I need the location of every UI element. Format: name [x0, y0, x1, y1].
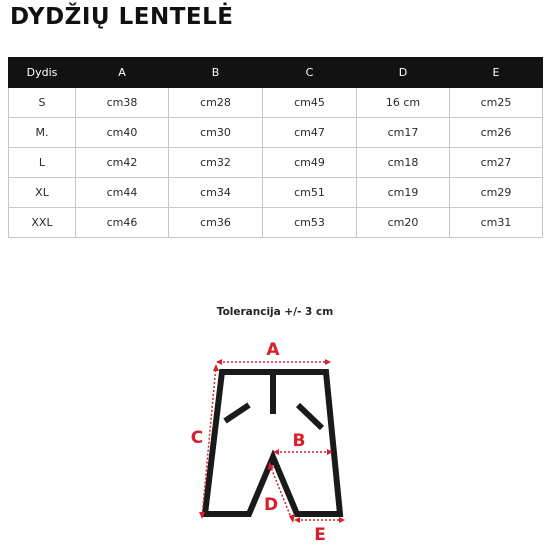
arrowhead-e-right [339, 517, 345, 523]
table-cell: cm49 [263, 148, 357, 178]
pocket-right-line [298, 405, 322, 428]
table-cell: cm27 [450, 148, 543, 178]
table-cell: XXL [9, 208, 76, 238]
table-cell: cm25 [450, 88, 543, 118]
table-cell: S [9, 88, 76, 118]
arrowhead-c-top [213, 364, 219, 371]
label-a: A [266, 340, 280, 360]
arrowhead-d-bottom [289, 514, 295, 523]
table-cell: cm53 [263, 208, 357, 238]
tolerance-note: Tolerancija +/- 3 cm [216, 306, 334, 318]
table-cell: cm18 [357, 148, 450, 178]
table-cell: cm32 [169, 148, 263, 178]
table-cell: cm34 [169, 178, 263, 208]
table-cell: cm26 [450, 118, 543, 148]
table-cell: cm47 [263, 118, 357, 148]
table-cell: cm31 [450, 208, 543, 238]
arrowhead-a-left [216, 359, 222, 365]
label-c: C [190, 428, 204, 448]
table-cell: cm20 [357, 208, 450, 238]
label-d: D [263, 495, 279, 515]
table-cell: M. [9, 118, 76, 148]
header-cell: E [450, 58, 543, 88]
header-cell: C [263, 58, 357, 88]
table-cell: cm45 [263, 88, 357, 118]
table-cell: cm17 [357, 118, 450, 148]
table-cell: cm28 [169, 88, 263, 118]
table-cell: cm44 [76, 178, 169, 208]
header-cell: Dydis [9, 58, 76, 88]
table-cell: cm30 [169, 118, 263, 148]
table-cell: cm40 [76, 118, 169, 148]
table-cell: L [9, 148, 76, 178]
page-title: DYDŽIŲ LENTELĖ [10, 4, 234, 30]
arrowhead-a-right [325, 359, 331, 365]
table-cell: cm36 [169, 208, 263, 238]
table-cell: cm29 [450, 178, 543, 208]
shorts-outline [205, 372, 340, 514]
header-cell: D [357, 58, 450, 88]
pocket-left-line [225, 405, 249, 421]
table-cell: cm19 [357, 178, 450, 208]
table-cell: XL [9, 178, 76, 208]
table-cell: cm42 [76, 148, 169, 178]
table-cell: cm46 [76, 208, 169, 238]
label-e: E [314, 525, 326, 545]
table-cell: cm51 [263, 178, 357, 208]
header-cell: A [76, 58, 169, 88]
table-cell: 16 cm [357, 88, 450, 118]
header-cell: B [169, 58, 263, 88]
arrowhead-e-left [294, 517, 300, 523]
table-cell: cm38 [76, 88, 169, 118]
label-b: B [292, 431, 306, 451]
